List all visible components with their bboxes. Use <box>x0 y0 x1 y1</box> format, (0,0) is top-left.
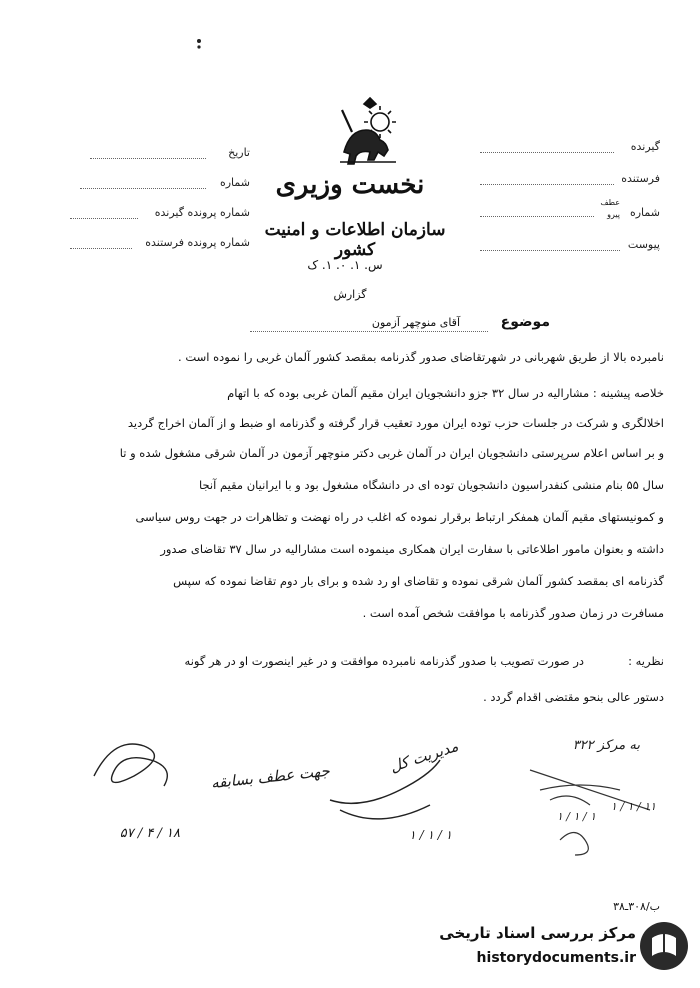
signature-right-note: به مرکز ۳۲۲ <box>572 738 640 753</box>
document-type: گزارش <box>333 288 367 301</box>
signature-right-date: ۱ / ۱ / ۱ <box>556 810 596 823</box>
archive-logo-icon <box>638 920 690 972</box>
right-field-attachment <box>480 238 660 254</box>
subject-value: آقای منوچهر آزمون <box>371 316 460 329</box>
field-sublabel-peyro: پیرو <box>607 210 620 219</box>
left-field-recipient-file <box>70 206 250 222</box>
field-label: شماره پرونده فرستنده <box>145 236 250 249</box>
subject-label: موضوع <box>500 314 550 330</box>
classification-code: س. ۱. ۰. ۱. ک <box>307 258 383 272</box>
right-field-recipient <box>480 140 660 156</box>
left-field-number <box>80 176 250 192</box>
field-label: فرستنده <box>621 172 660 185</box>
left-field-sender-file <box>70 236 250 252</box>
body-line: و کمونیستهای مقیم آلمان همفکر ارتباط برقرار نموده که اغلب در راه نهضت و تظاهرات در جهت روس سیاسی <box>135 510 664 524</box>
field-label: تاریخ <box>228 146 250 159</box>
signature-left-note: جهت عطف بسابقه <box>210 761 331 793</box>
field-label: شماره پرونده گیرنده <box>154 206 250 219</box>
footer-org-name: مرکز بررسی اسناد تاریخی <box>439 924 636 942</box>
field-label: پیوست <box>627 238 660 251</box>
signature-center-date: ۱ / ۱ / ۱ <box>409 828 452 842</box>
signature-left-date: ۱۸ / ۴ / ۵۷ <box>119 826 180 841</box>
signature-center-note: مدیریت کل <box>387 736 461 776</box>
field-sublabel-atf: عطف <box>600 198 620 207</box>
signature-right-bottom-date: ۱۱ / ۱ / ۱ <box>610 800 656 813</box>
body-line: و بر اساس اعلام سرپرستی دانشجویان ایران در آلمان غربی دکتر منوچهر آزمون در آلمان شرقی مشغول شده و تا <box>119 446 664 460</box>
top-mark <box>194 36 204 50</box>
lion-and-sun-emblem-icon <box>330 92 410 170</box>
right-field-number <box>480 200 660 224</box>
document-title: نخست وزیری <box>275 170 425 200</box>
body-line: خلاصه پیشینه : مشارالیه در سال ۳۲ جزو دانشجویان ایران مقیم آلمان غربی بوده که با اتهام <box>227 386 664 400</box>
body-line: مسافرت در زمان صدور گذرنامه با موافقت شخص آمده است . <box>362 606 664 620</box>
signature-left-scribble <box>84 736 174 806</box>
field-label: شماره <box>219 176 250 189</box>
body-line: نامبرده بالا از طریق شهربانی در شهرتقاضای صدور گذرنامه بمقصد کشور آلمان غربی را نموده است . <box>178 350 664 364</box>
conclusion-line: دستور عالی بنحو مقتضی اقدام گردد . <box>483 690 664 704</box>
left-field-date <box>90 146 250 162</box>
body-line: داشته و بعنوان مامور اطلاعاتی با سفارت ایران همکاری مینموده است مشارالیه در سال ۳۷ تقاضای صدور <box>160 542 664 556</box>
field-label: شماره <box>629 206 660 219</box>
body-line: گذرنامه ای بمقصد کشور آلمان شرقی نموده و تقاضای او رد شده و برای بار دوم تقاضا نموده که سپس <box>173 574 664 588</box>
field-label: گیرنده <box>630 140 660 153</box>
body-line: اخلالگری و شرکت در جلسات حزب توده ایران مورد تعقیب قرار گرفته و گذرنامه او ضبط و از آلمان اخراج گردید <box>127 416 664 430</box>
conclusion-label: نظریه : <box>628 654 664 668</box>
conclusion-line: در صورت تصویب با صدور گذرنامه نامبرده موافقت و در غیر اینصورت او در هر گونه <box>184 654 584 668</box>
footer-watermark <box>418 914 694 982</box>
footer-url: historydocuments.ir <box>476 950 636 966</box>
organization-name: سازمان اطلاعات و امنیت کشور <box>264 220 446 260</box>
right-field-sender <box>480 172 660 188</box>
subject-row <box>250 314 550 334</box>
archive-code: ب/۳۰۸ـ۳۸ <box>613 900 660 913</box>
body-line: سال ۵۵ بنام منشی کنفدراسیون دانشجویان توده ای در دانشگاه مشغول بود و با ایرانیان مقیم آنجا <box>198 478 664 492</box>
